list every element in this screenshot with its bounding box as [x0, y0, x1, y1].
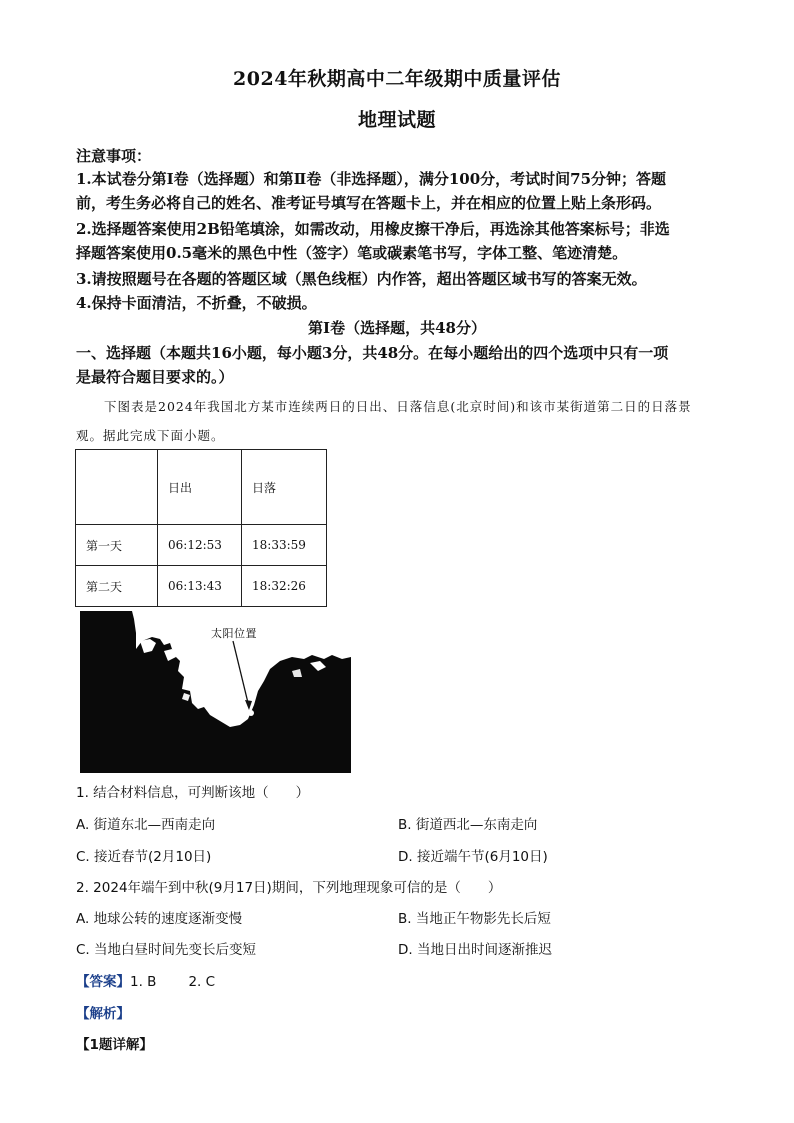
table-cell: 18:32:26	[242, 566, 327, 607]
material-text: 下图表是2024年我国北方某市连续两日的日出、日落信息(北京时间)和该市某街道第二日的日落景	[104, 399, 692, 414]
question-2-option-c[interactable]: C. 当地白昼时间先变长后变短	[76, 942, 257, 958]
table-header-row	[76, 450, 327, 525]
question-1-option-c[interactable]: C. 接近春节(2月10日)	[76, 849, 212, 865]
analysis-row	[76, 1002, 130, 1022]
material-text: 观。据此完成下面小题。	[76, 428, 225, 443]
question-1-stem: 1. 结合材料信息，可判断该地（ ）	[76, 785, 310, 801]
table-cell: 06:12:53	[158, 525, 242, 566]
notice-line: 1.本试卷分第Ⅰ卷（选择题）和第Ⅱ卷（非选择题），满分100分，考试时间75分钟；答题	[76, 170, 667, 188]
detail-label: 【1题详解】	[76, 1037, 153, 1053]
table-cell: 第一天	[76, 525, 158, 566]
table-cell: 06:13:43	[158, 566, 242, 607]
table-cell: 第二天	[76, 566, 158, 607]
question-1-option-a[interactable]: A. 街道东北—西南走向	[76, 817, 216, 833]
sun-time-table	[75, 449, 327, 607]
notice-line: 4.保持卡面清洁，不折叠，不破损。	[76, 294, 317, 312]
question-1-option-d[interactable]: D. 接近端午节(6月10日)	[398, 849, 548, 865]
notice-line: 择题答案使用0.5毫米的黑色中性（签字）笔或碳素笔书写，字体工整、笔迹清楚。	[76, 244, 628, 262]
detail-row	[76, 1033, 153, 1053]
question-2-option-d[interactable]: D. 当地日出时间逐渐推迟	[398, 942, 552, 958]
notice-line: 前，考生务必将自己的姓名、准考证号填写在答题卡上，并在相应的位置上贴上条形码。	[76, 194, 662, 212]
table-header-cell	[76, 450, 158, 525]
question-2-option-b[interactable]: B. 当地正午物影先长后短	[398, 911, 551, 927]
page-title: 2024年秋期高中二年级期中质量评估	[233, 68, 561, 90]
question-2-option-a[interactable]: A. 地球公转的速度逐渐变慢	[76, 911, 243, 927]
question-2-stem: 2. 2024年端午到中秋(9月17日)期间，下列地理现象可信的是（ ）	[76, 880, 502, 896]
sunset-street-photo	[80, 611, 351, 773]
section-title: 第Ⅰ卷（选择题，共48分）	[308, 319, 486, 337]
answer-q1: 1. B	[130, 974, 157, 990]
analysis-label: 【解析】	[76, 1006, 130, 1022]
section-instruction: 是最符合题目要求的。）	[76, 368, 234, 386]
answer-row	[76, 970, 215, 990]
section-instruction: 一、选择题（本题共16小题，每小题3分，共48分。在每小题给出的四个选项中只有一项	[76, 344, 669, 362]
table-cell: 18:33:59	[242, 525, 327, 566]
table-header-cell: 日落	[242, 450, 327, 525]
page-subtitle: 地理试题	[357, 109, 436, 131]
table-header-cell: 日出	[158, 450, 242, 525]
notice-line: 2.选择题答案使用2B铅笔填涂，如需改动，用橡皮擦干净后，再选涂其他答案标号；非选	[76, 220, 670, 238]
table-row	[76, 525, 327, 566]
question-1-option-b[interactable]: B. 街道西北—东南走向	[398, 817, 538, 833]
notice-line: 3.请按照题号在各题的答题区域（黑色线框）内作答，超出答题区域书写的答案无效。	[76, 270, 647, 288]
sun-position-label: 太阳位置	[211, 627, 257, 640]
answer-q2: 2. C	[188, 974, 216, 990]
table-row	[76, 566, 327, 607]
notice-heading: 注意事项：	[76, 147, 152, 165]
answer-label: 【答案】	[76, 974, 130, 990]
